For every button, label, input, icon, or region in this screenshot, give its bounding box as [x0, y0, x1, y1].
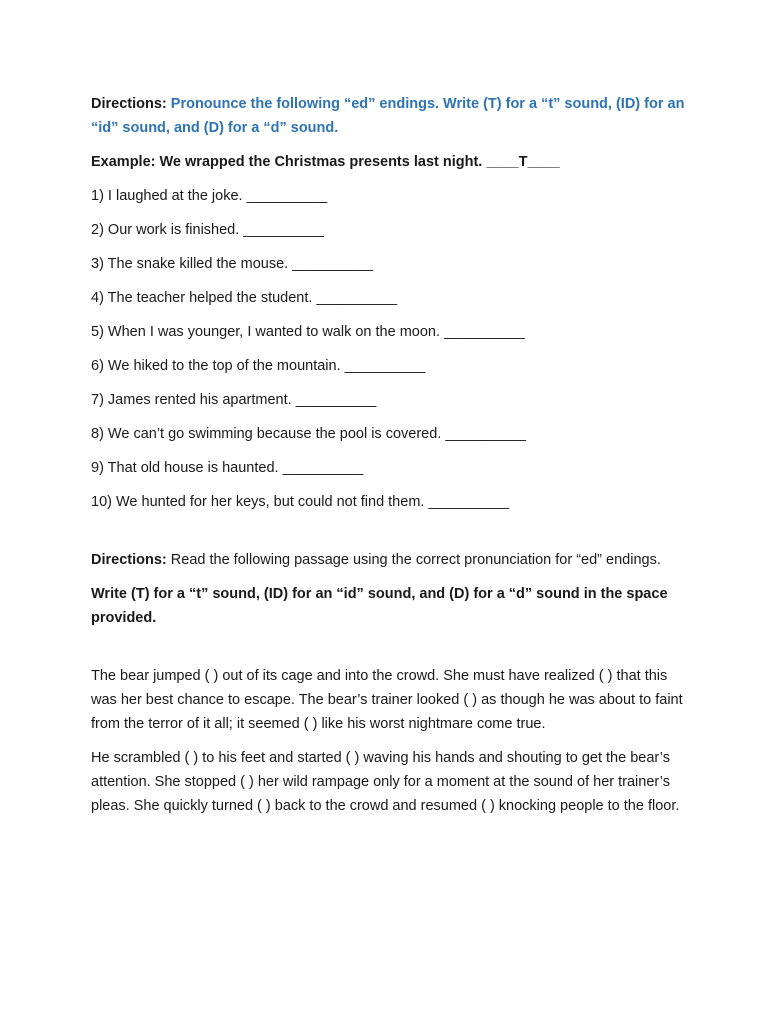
question-8: 8) We can’t go swimming because the pool is covered. __________ — [91, 426, 526, 442]
directions-1-label: Directions: — [91, 96, 167, 112]
directions-2-text: Read the following passage using the correct pronunciation for “ed” endings. — [170, 552, 661, 568]
directions-1 — [91, 92, 691, 140]
section-spacer — [91, 524, 691, 548]
passage-spacer — [91, 640, 691, 664]
question-2: 2) Our work is finished. __________ — [91, 222, 324, 238]
passage-paragraph-1: The bear jumped ( ) out of its cage and into the crowd. She must have realized ( ) that this was her best chance to escape. The bear’s trainer looked ( ) as though he was about to faint from the terror of it all; it seemed ( ) like his worst nightmare come true. — [91, 668, 683, 732]
question-4: 4) The teacher helped the student. __________ — [91, 290, 398, 306]
question-3: 3) The snake killed the mouse. __________ — [91, 256, 373, 272]
question-5: 5) When I was younger, I wanted to walk on the moon. __________ — [91, 324, 525, 340]
passage-paragraph-2: He scrambled ( ) to his feet and started ( ) waving his hands and shouting to get the bear’s attention. She stopped ( ) her wild rampage only for a moment at the sound of her trainer’s pleas. She quickly turned ( ) back to the crowd and resumed ( ) knocking people to the floor. — [91, 750, 680, 814]
directions-1-text: Pronounce the following “ed” endings. Write (T) for a “t” sound, (ID) for an “id” sound, and (D) for a “d” sound. — [91, 96, 685, 136]
worksheet-page — [91, 92, 691, 828]
question-10: 10) We hunted for her keys, but could not find them. __________ — [91, 494, 510, 510]
directions-2-label: Directions: — [91, 552, 167, 568]
example-sentence: Example: We wrapped the Christmas presents last night. ____T____ — [91, 154, 560, 170]
question-6: 6) We hiked to the top of the mountain. __________ — [91, 358, 426, 374]
directions-2 — [91, 548, 691, 572]
instruction-text: Write (T) for a “t” sound, (ID) for an “id” sound, and (D) for a “d” sound in the space provided. — [91, 586, 668, 626]
question-1: 1) I laughed at the joke. __________ — [91, 188, 328, 204]
question-7: 7) James rented his apartment. __________ — [91, 392, 377, 408]
question-9: 9) That old house is haunted. __________ — [91, 460, 364, 476]
